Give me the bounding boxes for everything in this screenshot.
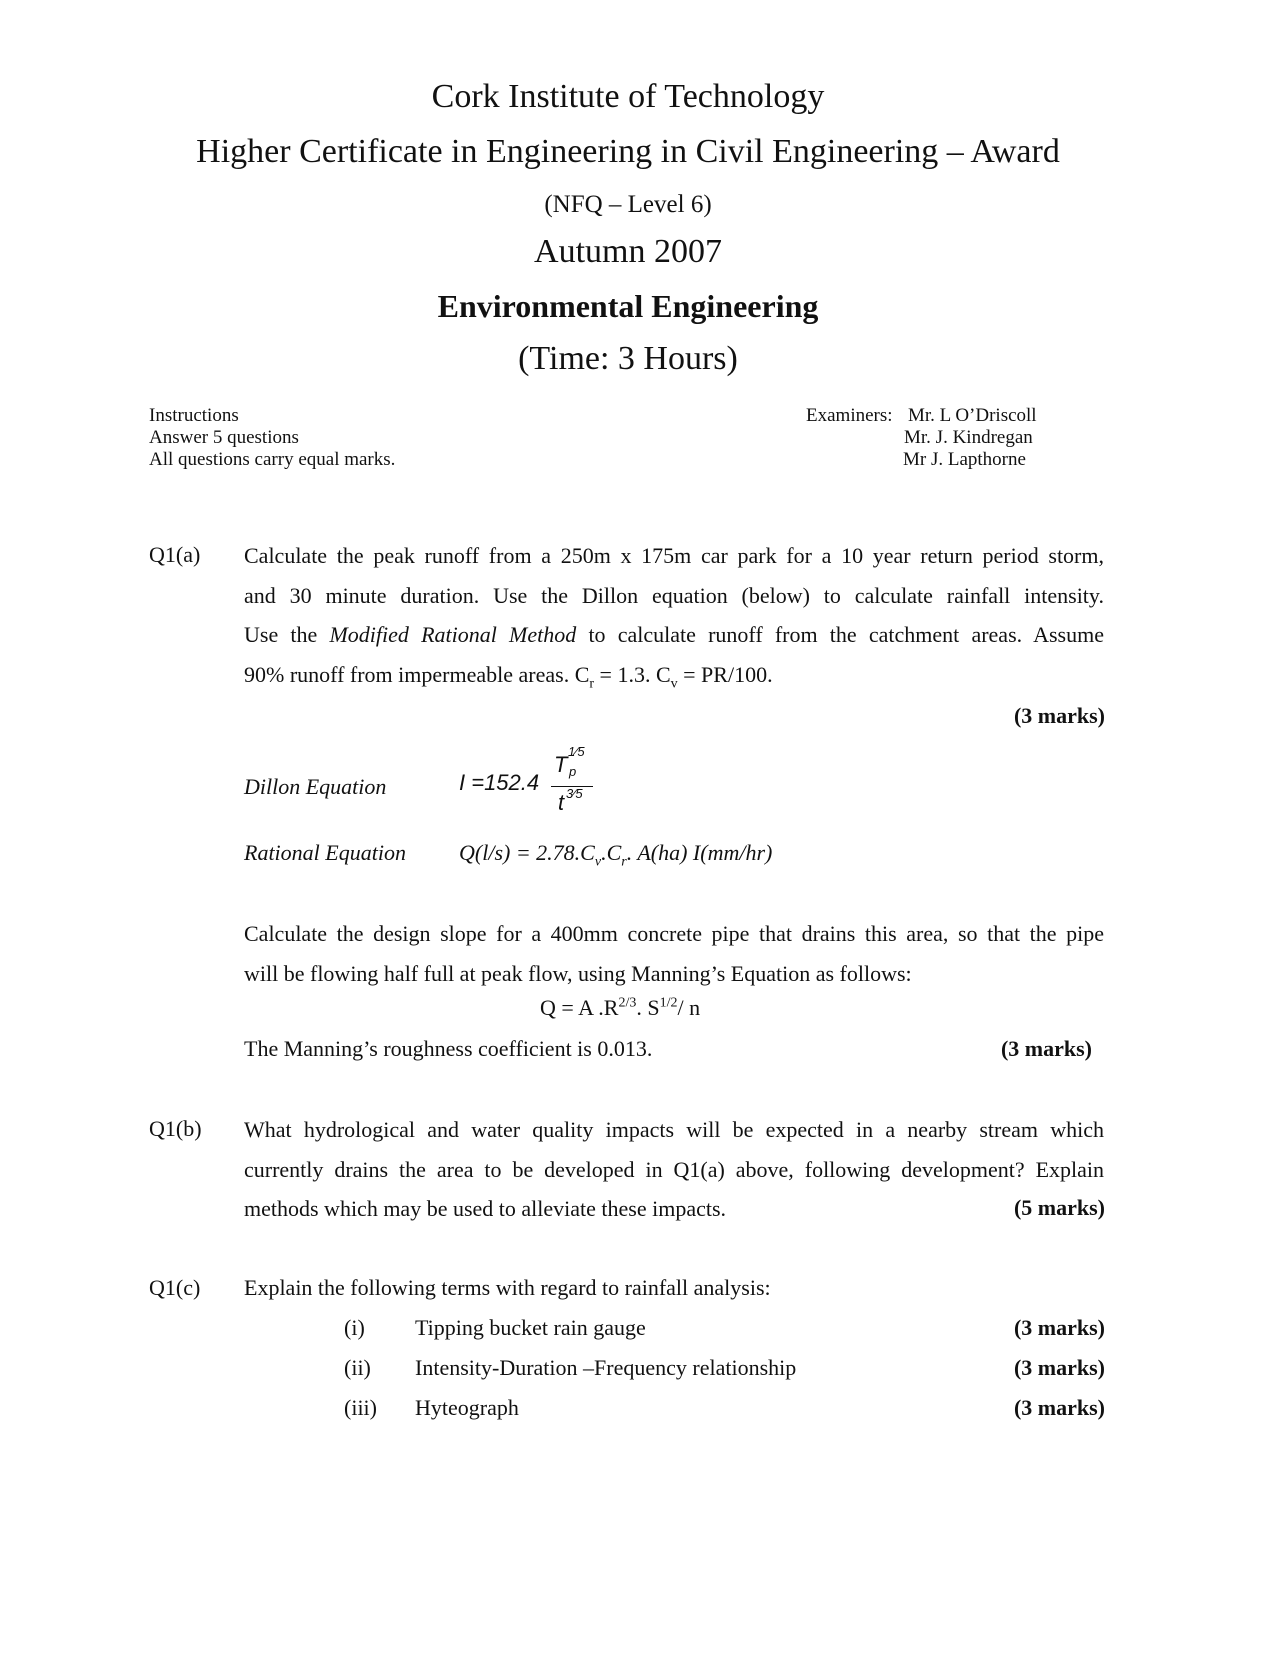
institution-title: Cork Institute of Technology xyxy=(431,78,825,115)
rational-equation xyxy=(459,840,772,870)
instructions-title: Instructions xyxy=(149,405,239,426)
item-number: (ii) xyxy=(344,1355,371,1380)
text-line: and 30 minute duration. Use the Dillon equation (below) to calculate rainfall intensity. xyxy=(244,582,1104,608)
question-text xyxy=(244,536,1104,703)
subscript: r xyxy=(621,854,627,870)
text-run: = 1.3. C xyxy=(594,661,671,687)
text-run: Q = A .R xyxy=(540,995,619,1020)
item-text: Hyteograph xyxy=(415,1395,519,1420)
subject-title: Environmental Engineering xyxy=(437,288,819,324)
question-text xyxy=(244,914,1104,993)
roughness-statement: The Manning’s roughness coefficient is 0.013. xyxy=(244,1036,653,1061)
dillon-lhs: I =152.4 xyxy=(459,770,540,795)
item-number: (i) xyxy=(344,1315,365,1340)
text-line: will be flowing half full at peak flow, using Manning’s Equation as follows: xyxy=(244,960,912,986)
text-run: Use the xyxy=(244,622,330,647)
text-line: methods which may be used to alleviate these impacts. xyxy=(244,1196,727,1221)
text-run: .C xyxy=(601,840,622,865)
text-line: What hydrological and water quality impacts will be expected in a nearby stream which xyxy=(244,1117,1104,1142)
instructions-block xyxy=(149,405,395,471)
marks-label: (5 marks) xyxy=(1013,1195,1105,1220)
instructions-line: All questions carry equal marks. xyxy=(149,449,396,470)
marks-label: (3 marks) xyxy=(1000,1036,1092,1061)
text-line xyxy=(244,615,1104,655)
text-run: = PR/100. xyxy=(677,661,773,687)
subscript: r xyxy=(589,675,595,691)
item-text: Tipping bucket rain gauge xyxy=(415,1315,646,1340)
dillon-numerator xyxy=(554,752,567,778)
dillon-equation-label: Dillon Equation xyxy=(244,774,387,799)
method-name: Modified Rational Method xyxy=(329,622,577,647)
question-label: Q1(b) xyxy=(149,1116,202,1141)
dillon-numerator-symbol: T xyxy=(554,752,568,777)
examiner-name: Mr. J. Kindregan xyxy=(904,427,1033,448)
text-line: currently drains the area to be developed in Q1(a) above, following development? Explain xyxy=(244,1156,1104,1182)
text-line xyxy=(244,655,1104,704)
question-text: Explain the following terms with regard to rainfall analysis: xyxy=(244,1275,771,1300)
instructions-line: Answer 5 questions xyxy=(149,427,299,448)
rational-equation-label: Rational Equation xyxy=(244,840,406,865)
manning-equation xyxy=(540,995,700,1021)
superscript: 2/3 xyxy=(618,995,637,1011)
text-line: Calculate the design slope for a 400mm concrete pipe that drains this area, so that the pipe xyxy=(244,921,1104,946)
question-label: Q1(a) xyxy=(149,542,201,567)
subscript: v xyxy=(670,675,678,691)
marks-label: (3 marks) xyxy=(1013,1355,1105,1380)
text-run: Q(l/s) = 2.78.C xyxy=(459,840,595,865)
examiner-name: Mr J. Lapthorne xyxy=(903,449,1026,470)
marks-label: (3 marks) xyxy=(1013,703,1105,728)
marks-label: (3 marks) xyxy=(1013,1395,1105,1420)
marks-label: (3 marks) xyxy=(1013,1315,1105,1340)
text-run: to calculate runoff from the catchment areas. Assume xyxy=(576,622,1104,647)
dillon-numerator-subscript: p xyxy=(569,764,577,779)
item-number: (iii) xyxy=(344,1395,377,1420)
text-line: Calculate the peak runoff from a 250m x 175m car park for a 10 year return period storm, xyxy=(244,543,1104,568)
dillon-numerator-exponent: 1⁄5 xyxy=(568,744,585,759)
programme-title: Higher Certificate in Engineering in Civil Engineering – Award xyxy=(196,133,1060,170)
item-text: Intensity-Duration –Frequency relationship xyxy=(415,1355,797,1380)
text-run: . S xyxy=(636,995,660,1020)
question-label: Q1(c) xyxy=(149,1275,201,1300)
nfq-level: (NFQ – Level 6) xyxy=(544,191,712,218)
text-run: . A(ha) I(mm/hr) xyxy=(626,840,773,865)
exam-session: Autumn 2007 xyxy=(534,233,722,270)
text-run: 90% runoff from impermeable areas. C xyxy=(244,661,590,687)
dillon-denominator-exponent: 3⁄5 xyxy=(566,786,583,801)
dillon-denominator: t xyxy=(558,790,565,815)
subscript: v xyxy=(594,854,602,870)
examiner-name: Mr. L O’Driscoll xyxy=(908,405,1037,426)
text-run: / n xyxy=(677,995,701,1020)
exam-duration: (Time: 3 Hours) xyxy=(518,340,738,377)
superscript: 1/2 xyxy=(659,995,678,1011)
examiners-label: Examiners: xyxy=(806,405,893,426)
question-text xyxy=(244,1110,1104,1229)
